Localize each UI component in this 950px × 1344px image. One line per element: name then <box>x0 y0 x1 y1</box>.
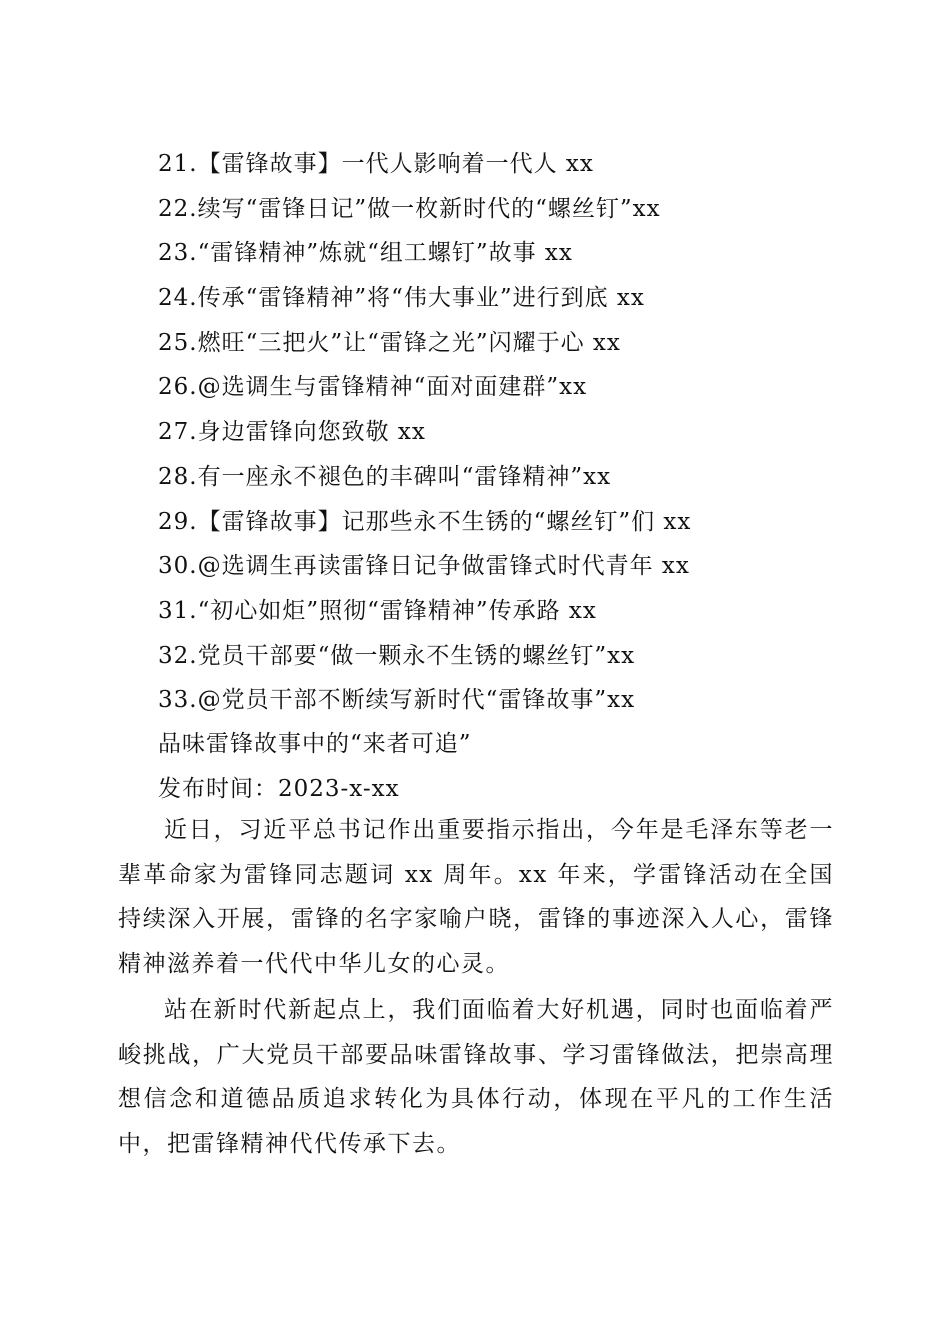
list-item: 30.@选调生再读雷锋日记争做雷锋式时代青年 xx <box>158 553 690 580</box>
list-item: 26.@选调生与雷锋精神“面对面建群”xx <box>158 374 588 401</box>
list-item: 27.身边雷锋向您致敬 xx <box>158 419 426 446</box>
list-item: 33.@党员干部不断续写新时代“雷锋故事”xx <box>158 687 636 714</box>
body-paragraph: 站在新时代新起点上，我们面临着大好机遇，同时也面临着严峻挑战，广大党员干部要品味雷锋故事、学习雷锋做法，把崇高理想信念和道德品质追求转化为具体行动，体现在平凡的工作生活中，把雷锋精神代代传承下去。 <box>118 997 834 1157</box>
article-list <box>158 146 858 727</box>
publish-date: 发布时间：2023-x-xx <box>158 776 400 802</box>
list-item: 31.“初心如炬”照彻“雷锋精神”传承路 xx <box>158 597 597 624</box>
body-paragraph: 近日，习近平总书记作出重要指示指出，今年是毛泽东等老一辈革命家为雷锋同志题词 xx 周年。xx 年来，学雷锋活动在全国持续深入开展，雷锋的名字家喻户晓，雷锋的事迹深入人心，雷锋精神滋养着一代代中华儿女的心灵。 <box>118 817 834 977</box>
list-item: 24.传承“雷锋精神”将“伟大事业”进行到底 xx <box>158 285 645 312</box>
article-title: 品味雷锋故事中的“来者可追” <box>158 731 472 757</box>
list-item: 28.有一座永不褪色的丰碑叫“雷锋精神”xx <box>158 463 612 490</box>
list-item: 21.【雷锋故事】一代人影响着一代人 xx <box>158 151 594 177</box>
list-item: 29.【雷锋故事】记那些永不生锈的“螺丝钉”们 xx <box>158 508 692 535</box>
list-item: 32.党员干部要“做一颗永不生锈的螺丝钉”xx <box>158 642 636 669</box>
list-item: 25.燃旺“三把火”让“雷锋之光”闪耀于心 xx <box>158 329 621 356</box>
list-item: 23.“雷锋精神”炼就“组工螺钉”故事 xx <box>158 240 573 267</box>
list-item: 22.续写“雷锋日记”做一枚新时代的“螺丝钉”xx <box>158 195 661 222</box>
